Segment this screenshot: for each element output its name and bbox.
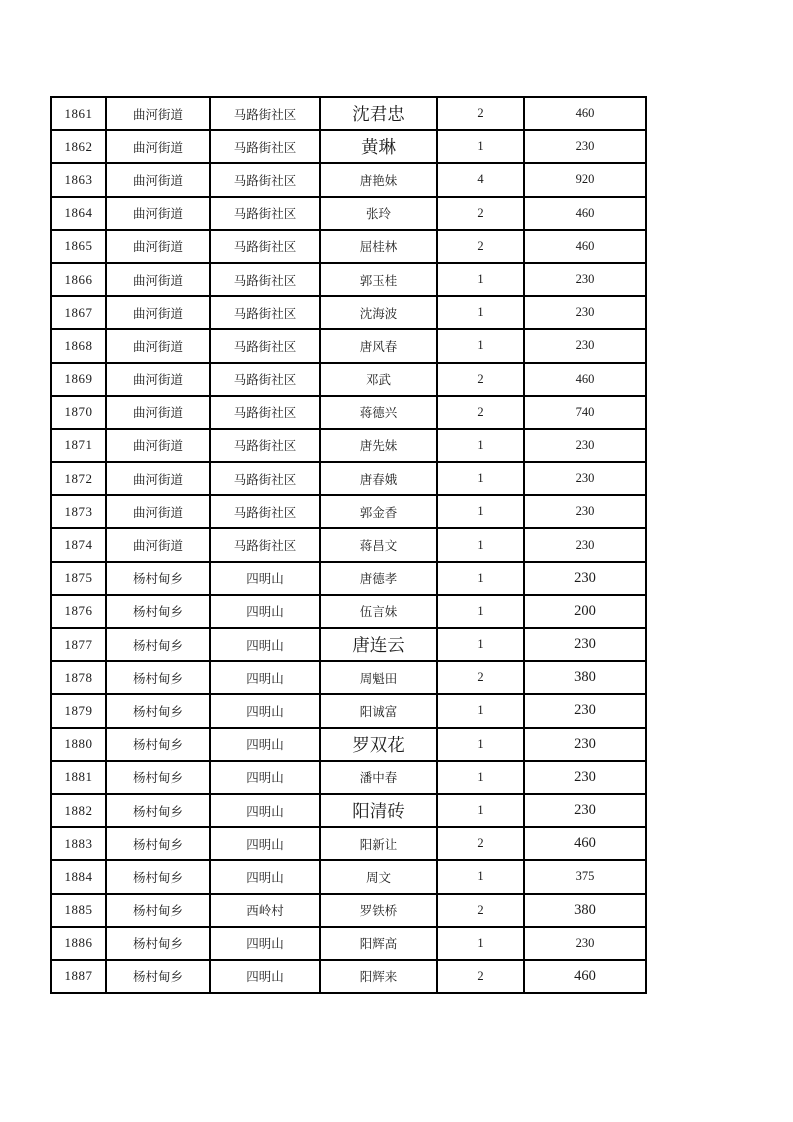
cell-township: 曲河街道: [106, 528, 210, 561]
table-row: [51, 163, 646, 196]
cell-amount: 230: [524, 562, 646, 595]
cell-row-number: 1871: [51, 429, 106, 462]
table-row: [51, 794, 646, 827]
cell-count: 1: [437, 628, 524, 661]
cell-person-name: 潘中春: [320, 761, 437, 794]
table-row: [51, 97, 646, 130]
cell-township: 杨村甸乡: [106, 562, 210, 595]
cell-community: 四明山: [210, 661, 320, 694]
cell-township: 杨村甸乡: [106, 728, 210, 761]
cell-community: 马路街社区: [210, 363, 320, 396]
cell-community: 四明山: [210, 927, 320, 960]
cell-community: 马路街社区: [210, 495, 320, 528]
cell-row-number: 1877: [51, 628, 106, 661]
table-row: [51, 230, 646, 263]
cell-person-name: 唐艳妹: [320, 163, 437, 196]
table-row: [51, 462, 646, 495]
cell-amount: 380: [524, 661, 646, 694]
cell-community: 马路街社区: [210, 263, 320, 296]
cell-count: 1: [437, 296, 524, 329]
cell-person-name: 阳辉高: [320, 927, 437, 960]
cell-amount: 230: [524, 694, 646, 727]
cell-row-number: 1887: [51, 960, 106, 993]
cell-amount: 920: [524, 163, 646, 196]
cell-township: 曲河街道: [106, 329, 210, 362]
cell-township: 曲河街道: [106, 363, 210, 396]
cell-township: 杨村甸乡: [106, 960, 210, 993]
cell-amount: 380: [524, 894, 646, 927]
cell-community: 马路街社区: [210, 97, 320, 130]
cell-amount: 230: [524, 296, 646, 329]
cell-community: 马路街社区: [210, 429, 320, 462]
cell-township: 曲河街道: [106, 230, 210, 263]
cell-row-number: 1869: [51, 363, 106, 396]
cell-person-name: 唐先妹: [320, 429, 437, 462]
cell-count: 2: [437, 363, 524, 396]
cell-person-name: 周魁田: [320, 661, 437, 694]
cell-row-number: 1883: [51, 827, 106, 860]
table-row: [51, 197, 646, 230]
cell-count: 2: [437, 960, 524, 993]
cell-amount: 230: [524, 794, 646, 827]
cell-township: 曲河街道: [106, 296, 210, 329]
cell-township: 曲河街道: [106, 130, 210, 163]
cell-community: 四明山: [210, 595, 320, 628]
table-row: [51, 960, 646, 993]
cell-amount: 460: [524, 827, 646, 860]
cell-person-name: 沈海波: [320, 296, 437, 329]
cell-row-number: 1862: [51, 130, 106, 163]
cell-row-number: 1884: [51, 860, 106, 893]
cell-amount: 460: [524, 363, 646, 396]
cell-count: 1: [437, 595, 524, 628]
cell-count: 1: [437, 429, 524, 462]
cell-amount: 230: [524, 263, 646, 296]
cell-count: 1: [437, 927, 524, 960]
cell-community: 马路街社区: [210, 130, 320, 163]
cell-community: 四明山: [210, 728, 320, 761]
table-row: [51, 661, 646, 694]
table-row: [51, 894, 646, 927]
cell-township: 杨村甸乡: [106, 761, 210, 794]
cell-township: 杨村甸乡: [106, 628, 210, 661]
cell-row-number: 1867: [51, 296, 106, 329]
cell-amount: 460: [524, 97, 646, 130]
cell-row-number: 1886: [51, 927, 106, 960]
roster-table: [50, 96, 647, 994]
cell-count: 2: [437, 197, 524, 230]
cell-community: 马路街社区: [210, 163, 320, 196]
cell-count: 2: [437, 396, 524, 429]
cell-person-name: 郭玉桂: [320, 263, 437, 296]
cell-person-name: 罗铁桥: [320, 894, 437, 927]
cell-count: 1: [437, 329, 524, 362]
cell-count: 4: [437, 163, 524, 196]
cell-community: 马路街社区: [210, 396, 320, 429]
cell-person-name: 唐德孝: [320, 562, 437, 595]
cell-person-name: 邓武: [320, 363, 437, 396]
table-row: [51, 329, 646, 362]
cell-count: 1: [437, 860, 524, 893]
cell-row-number: 1861: [51, 97, 106, 130]
cell-row-number: 1874: [51, 528, 106, 561]
cell-person-name: 阳辉来: [320, 960, 437, 993]
cell-township: 曲河街道: [106, 97, 210, 130]
cell-row-number: 1866: [51, 263, 106, 296]
cell-row-number: 1882: [51, 794, 106, 827]
cell-count: 1: [437, 728, 524, 761]
roster-table-body: [51, 97, 646, 993]
cell-amount: 200: [524, 595, 646, 628]
cell-community: 马路街社区: [210, 462, 320, 495]
cell-community: 四明山: [210, 761, 320, 794]
cell-person-name: 黄琳: [320, 130, 437, 163]
cell-count: 1: [437, 562, 524, 595]
cell-person-name: 屈桂林: [320, 230, 437, 263]
cell-row-number: 1868: [51, 329, 106, 362]
table-row: [51, 495, 646, 528]
cell-count: 2: [437, 97, 524, 130]
cell-person-name: 周文: [320, 860, 437, 893]
table-row: [51, 396, 646, 429]
table-row: [51, 694, 646, 727]
cell-community: 西岭村: [210, 894, 320, 927]
cell-count: 1: [437, 761, 524, 794]
cell-count: 1: [437, 130, 524, 163]
cell-row-number: 1885: [51, 894, 106, 927]
cell-amount: 460: [524, 197, 646, 230]
cell-count: 2: [437, 894, 524, 927]
cell-person-name: 伍言妹: [320, 595, 437, 628]
cell-township: 杨村甸乡: [106, 595, 210, 628]
cell-count: 1: [437, 263, 524, 296]
cell-row-number: 1870: [51, 396, 106, 429]
cell-community: 四明山: [210, 794, 320, 827]
cell-row-number: 1864: [51, 197, 106, 230]
cell-row-number: 1881: [51, 761, 106, 794]
cell-person-name: 唐风春: [320, 329, 437, 362]
cell-person-name: 蒋昌文: [320, 528, 437, 561]
cell-amount: 230: [524, 495, 646, 528]
cell-row-number: 1872: [51, 462, 106, 495]
table-row: [51, 595, 646, 628]
cell-township: 杨村甸乡: [106, 860, 210, 893]
cell-township: 杨村甸乡: [106, 694, 210, 727]
cell-community: 马路街社区: [210, 197, 320, 230]
table-row: [51, 728, 646, 761]
cell-person-name: 蒋德兴: [320, 396, 437, 429]
table-row: [51, 263, 646, 296]
table-row: [51, 927, 646, 960]
table-row: [51, 628, 646, 661]
cell-count: 1: [437, 528, 524, 561]
cell-community: 马路街社区: [210, 329, 320, 362]
cell-township: 曲河街道: [106, 197, 210, 230]
table-row: [51, 860, 646, 893]
cell-amount: 460: [524, 960, 646, 993]
cell-community: 四明山: [210, 960, 320, 993]
cell-community: 马路街社区: [210, 296, 320, 329]
cell-row-number: 1865: [51, 230, 106, 263]
cell-township: 曲河街道: [106, 462, 210, 495]
cell-row-number: 1875: [51, 562, 106, 595]
cell-count: 1: [437, 794, 524, 827]
cell-township: 曲河街道: [106, 429, 210, 462]
cell-community: 马路街社区: [210, 528, 320, 561]
cell-person-name: 唐连云: [320, 628, 437, 661]
table-row: [51, 562, 646, 595]
cell-amount: 230: [524, 628, 646, 661]
cell-township: 曲河街道: [106, 163, 210, 196]
cell-person-name: 罗双花: [320, 728, 437, 761]
cell-community: 马路街社区: [210, 230, 320, 263]
cell-amount: 230: [524, 927, 646, 960]
cell-row-number: 1873: [51, 495, 106, 528]
cell-row-number: 1879: [51, 694, 106, 727]
cell-count: 2: [437, 230, 524, 263]
cell-community: 四明山: [210, 562, 320, 595]
cell-community: 四明山: [210, 694, 320, 727]
table-row: [51, 429, 646, 462]
cell-township: 杨村甸乡: [106, 894, 210, 927]
table-row: [51, 761, 646, 794]
cell-township: 曲河街道: [106, 495, 210, 528]
cell-amount: 230: [524, 528, 646, 561]
cell-person-name: 沈君忠: [320, 97, 437, 130]
table-row: [51, 528, 646, 561]
cell-count: 1: [437, 694, 524, 727]
cell-amount: 230: [524, 728, 646, 761]
cell-amount: 230: [524, 462, 646, 495]
cell-amount: 230: [524, 329, 646, 362]
cell-community: 四明山: [210, 628, 320, 661]
cell-row-number: 1876: [51, 595, 106, 628]
cell-township: 曲河街道: [106, 263, 210, 296]
cell-count: 1: [437, 462, 524, 495]
table-row: [51, 296, 646, 329]
cell-township: 杨村甸乡: [106, 827, 210, 860]
cell-row-number: 1863: [51, 163, 106, 196]
cell-township: 杨村甸乡: [106, 661, 210, 694]
cell-person-name: 阳新让: [320, 827, 437, 860]
table-row: [51, 363, 646, 396]
table-row: [51, 130, 646, 163]
cell-amount: 460: [524, 230, 646, 263]
cell-row-number: 1878: [51, 661, 106, 694]
cell-person-name: 阳清砖: [320, 794, 437, 827]
cell-amount: 230: [524, 429, 646, 462]
cell-person-name: 阳诚富: [320, 694, 437, 727]
cell-township: 杨村甸乡: [106, 927, 210, 960]
cell-community: 四明山: [210, 827, 320, 860]
cell-row-number: 1880: [51, 728, 106, 761]
cell-community: 四明山: [210, 860, 320, 893]
cell-person-name: 唐春娥: [320, 462, 437, 495]
cell-township: 杨村甸乡: [106, 794, 210, 827]
cell-amount: 740: [524, 396, 646, 429]
cell-person-name: 郭金香: [320, 495, 437, 528]
cell-amount: 230: [524, 130, 646, 163]
cell-person-name: 张玲: [320, 197, 437, 230]
cell-amount: 375: [524, 860, 646, 893]
cell-township: 曲河街道: [106, 396, 210, 429]
cell-count: 1: [437, 495, 524, 528]
cell-count: 2: [437, 661, 524, 694]
cell-amount: 230: [524, 761, 646, 794]
table-row: [51, 827, 646, 860]
cell-count: 2: [437, 827, 524, 860]
